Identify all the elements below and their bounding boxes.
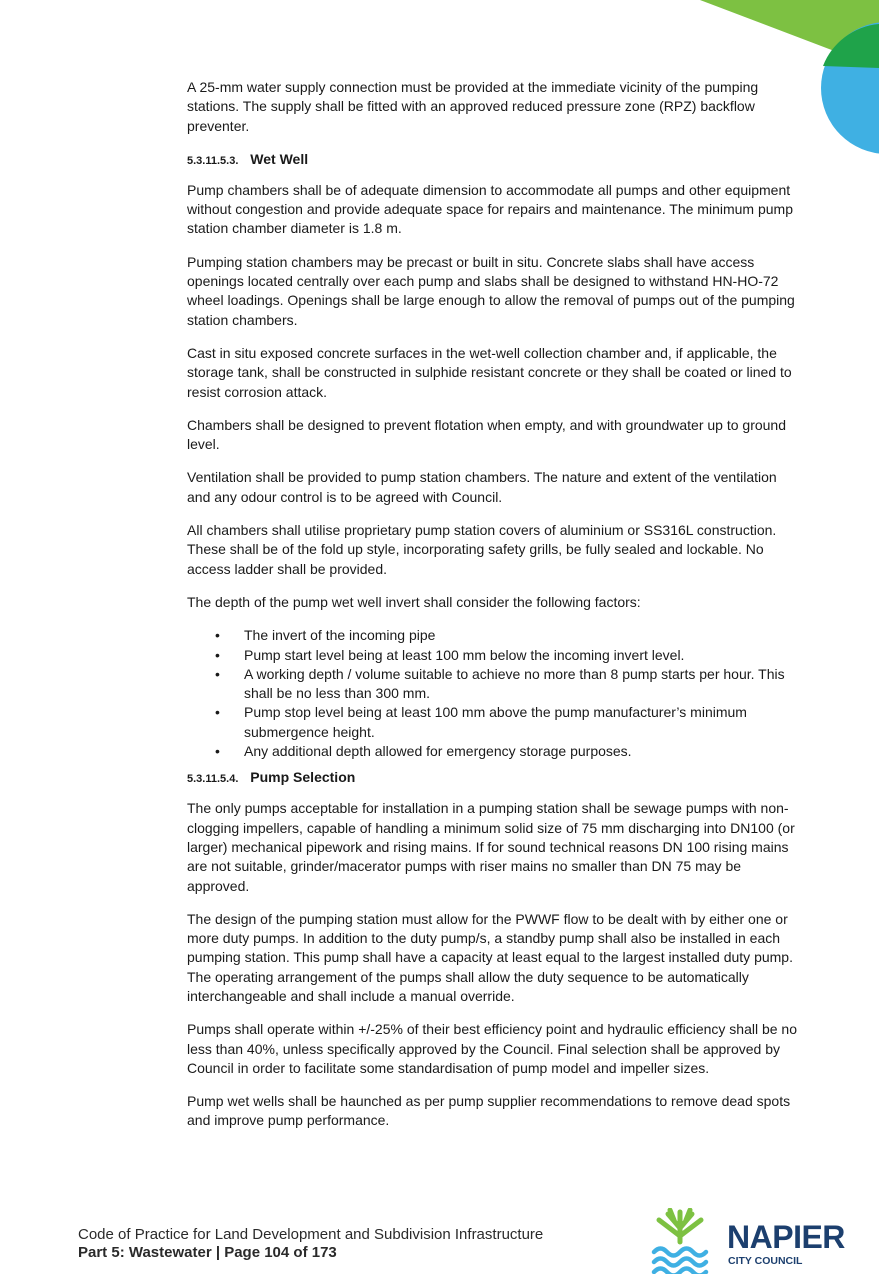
paragraph-ventilation: Ventilation shall be provided to pump station chambers. The nature and extent of the ventilation and any odour control is to be agreed with Council. [187, 469, 777, 505]
paragraph-water-supply: A 25-mm water supply connection must be provided at the immediate vicinity of the pumping stations. The supply shall be fitted with an approved reduced pressure zone (RPZ) backflow preventer. [187, 79, 759, 134]
page-footer [78, 1226, 543, 1262]
section-number: 5.3.11.5.4. [187, 773, 239, 786]
bullet-icon: • [215, 627, 220, 644]
section-title: Wet Well [250, 150, 309, 167]
list-item: • The invert of the incoming pipe [244, 626, 802, 645]
section-heading-wet-well [187, 150, 802, 171]
paragraph-covers: All chambers shall utilise proprietary pump station covers of aluminium or SS316L construction. These shall be of the fold up style, incorporating safety grills, be fully sealed and lockable. No access ladder shall be provided. [187, 522, 777, 577]
paragraph-efficiency: Pumps shall operate within +/-25% of their best efficiency point and hydraulic efficiency shall be no less than 40%, unless specifically approved by the Council. Final selection shall be approved by Council in order to facilitate some standardisation of pump model and impeller sizes. [187, 1021, 797, 1076]
list-item: • Pump start level being at least 100 mm below the incoming invert level. [244, 646, 802, 665]
list-item: • Any additional depth allowed for emergency storage purposes. [244, 742, 802, 761]
paragraph-station-chambers: Pumping station chambers may be precast or built in situ. Concrete slabs shall have access openings located centrally over each pump and slabs shall be designed to withstand HN-HO-72 wheel loadings. Openings shall be large enough to allow the removal of pumps out of the pumping station chambers. [187, 253, 795, 328]
paragraph-pwwf-design: The design of the pumping station must allow for the PWWF flow to be dealt with by either one or more duty pumps. In addition to the duty pump/s, a standby pump shall also be installed in each pumping station. This pump shall have a capacity at least equal to the largest installed duty pump. The operating arrangement of the pumps shall allow the duty sequence to be automatically interchangeable and shall include a manual override. [187, 910, 793, 1004]
section-heading-pump-selection [187, 768, 802, 789]
logo-subtitle: CITY COUNCIL [728, 1255, 803, 1267]
paragraph-concrete-surfaces: Cast in situ exposed concrete surfaces in the wet-well collection chamber and, if applicable, the storage tank, shall be constructed in sulphide resistant concrete or they shall be coated or lined to resist corrosion attack. [187, 344, 792, 400]
logo-wordmark: NAPIER [727, 1219, 845, 1255]
bullet-icon: • [215, 704, 220, 721]
paragraph-acceptable-pumps: The only pumps acceptable for installation in a pumping station shall be sewage pumps with non-clogging impellers, capable of handling a minimum solid size of 75 mm discharging into DN100 (or larger) mechanical pipework and rising mains. If for sound technical reasons DN 100 rising mains are not suitable, grinder/macerator pumps with riser mains no smaller than DN 75 may be approved. [187, 800, 795, 894]
factors-list [187, 626, 802, 761]
document-body [187, 78, 802, 1145]
paragraph-depth-intro: The depth of the pump wet well invert shall consider the following factors: [187, 593, 641, 610]
bullet-icon: • [215, 743, 220, 760]
bullet-icon: • [215, 665, 220, 682]
paragraph-haunching: Pump wet wells shall be haunched as per pump supplier recommendations to remove dead spots and improve pump performance. [187, 1093, 791, 1129]
bullet-icon: • [215, 646, 220, 663]
footer-document-title: Code of Practice for Land Development and Subdivision Infrastructure [78, 1226, 544, 1243]
section-number: 5.3.11.5.3. [187, 154, 239, 167]
paragraph-flotation: Chambers shall be designed to prevent flotation when empty, and with groundwater up to ground level. [187, 416, 786, 453]
paragraph-pump-chambers: Pump chambers shall be of adequate dimension to accommodate all pumps and other equipment without congestion and provide adequate space for repairs and maintenance. The minimum pump station chamber diameter is 1.8 m. [187, 181, 793, 237]
list-item: • Pump stop level being at least 100 mm above the pump manufacturer’s minimum submergence height. [215, 704, 747, 740]
list-item: • A working depth / volume suitable to achieve no more than 8 pump starts per hour. This shall be no less than 300 mm. [215, 665, 785, 702]
footer-page-info: Part 5: Wastewater | Page 104 of 173 [78, 1244, 337, 1261]
section-title: Pump Selection [250, 769, 356, 786]
